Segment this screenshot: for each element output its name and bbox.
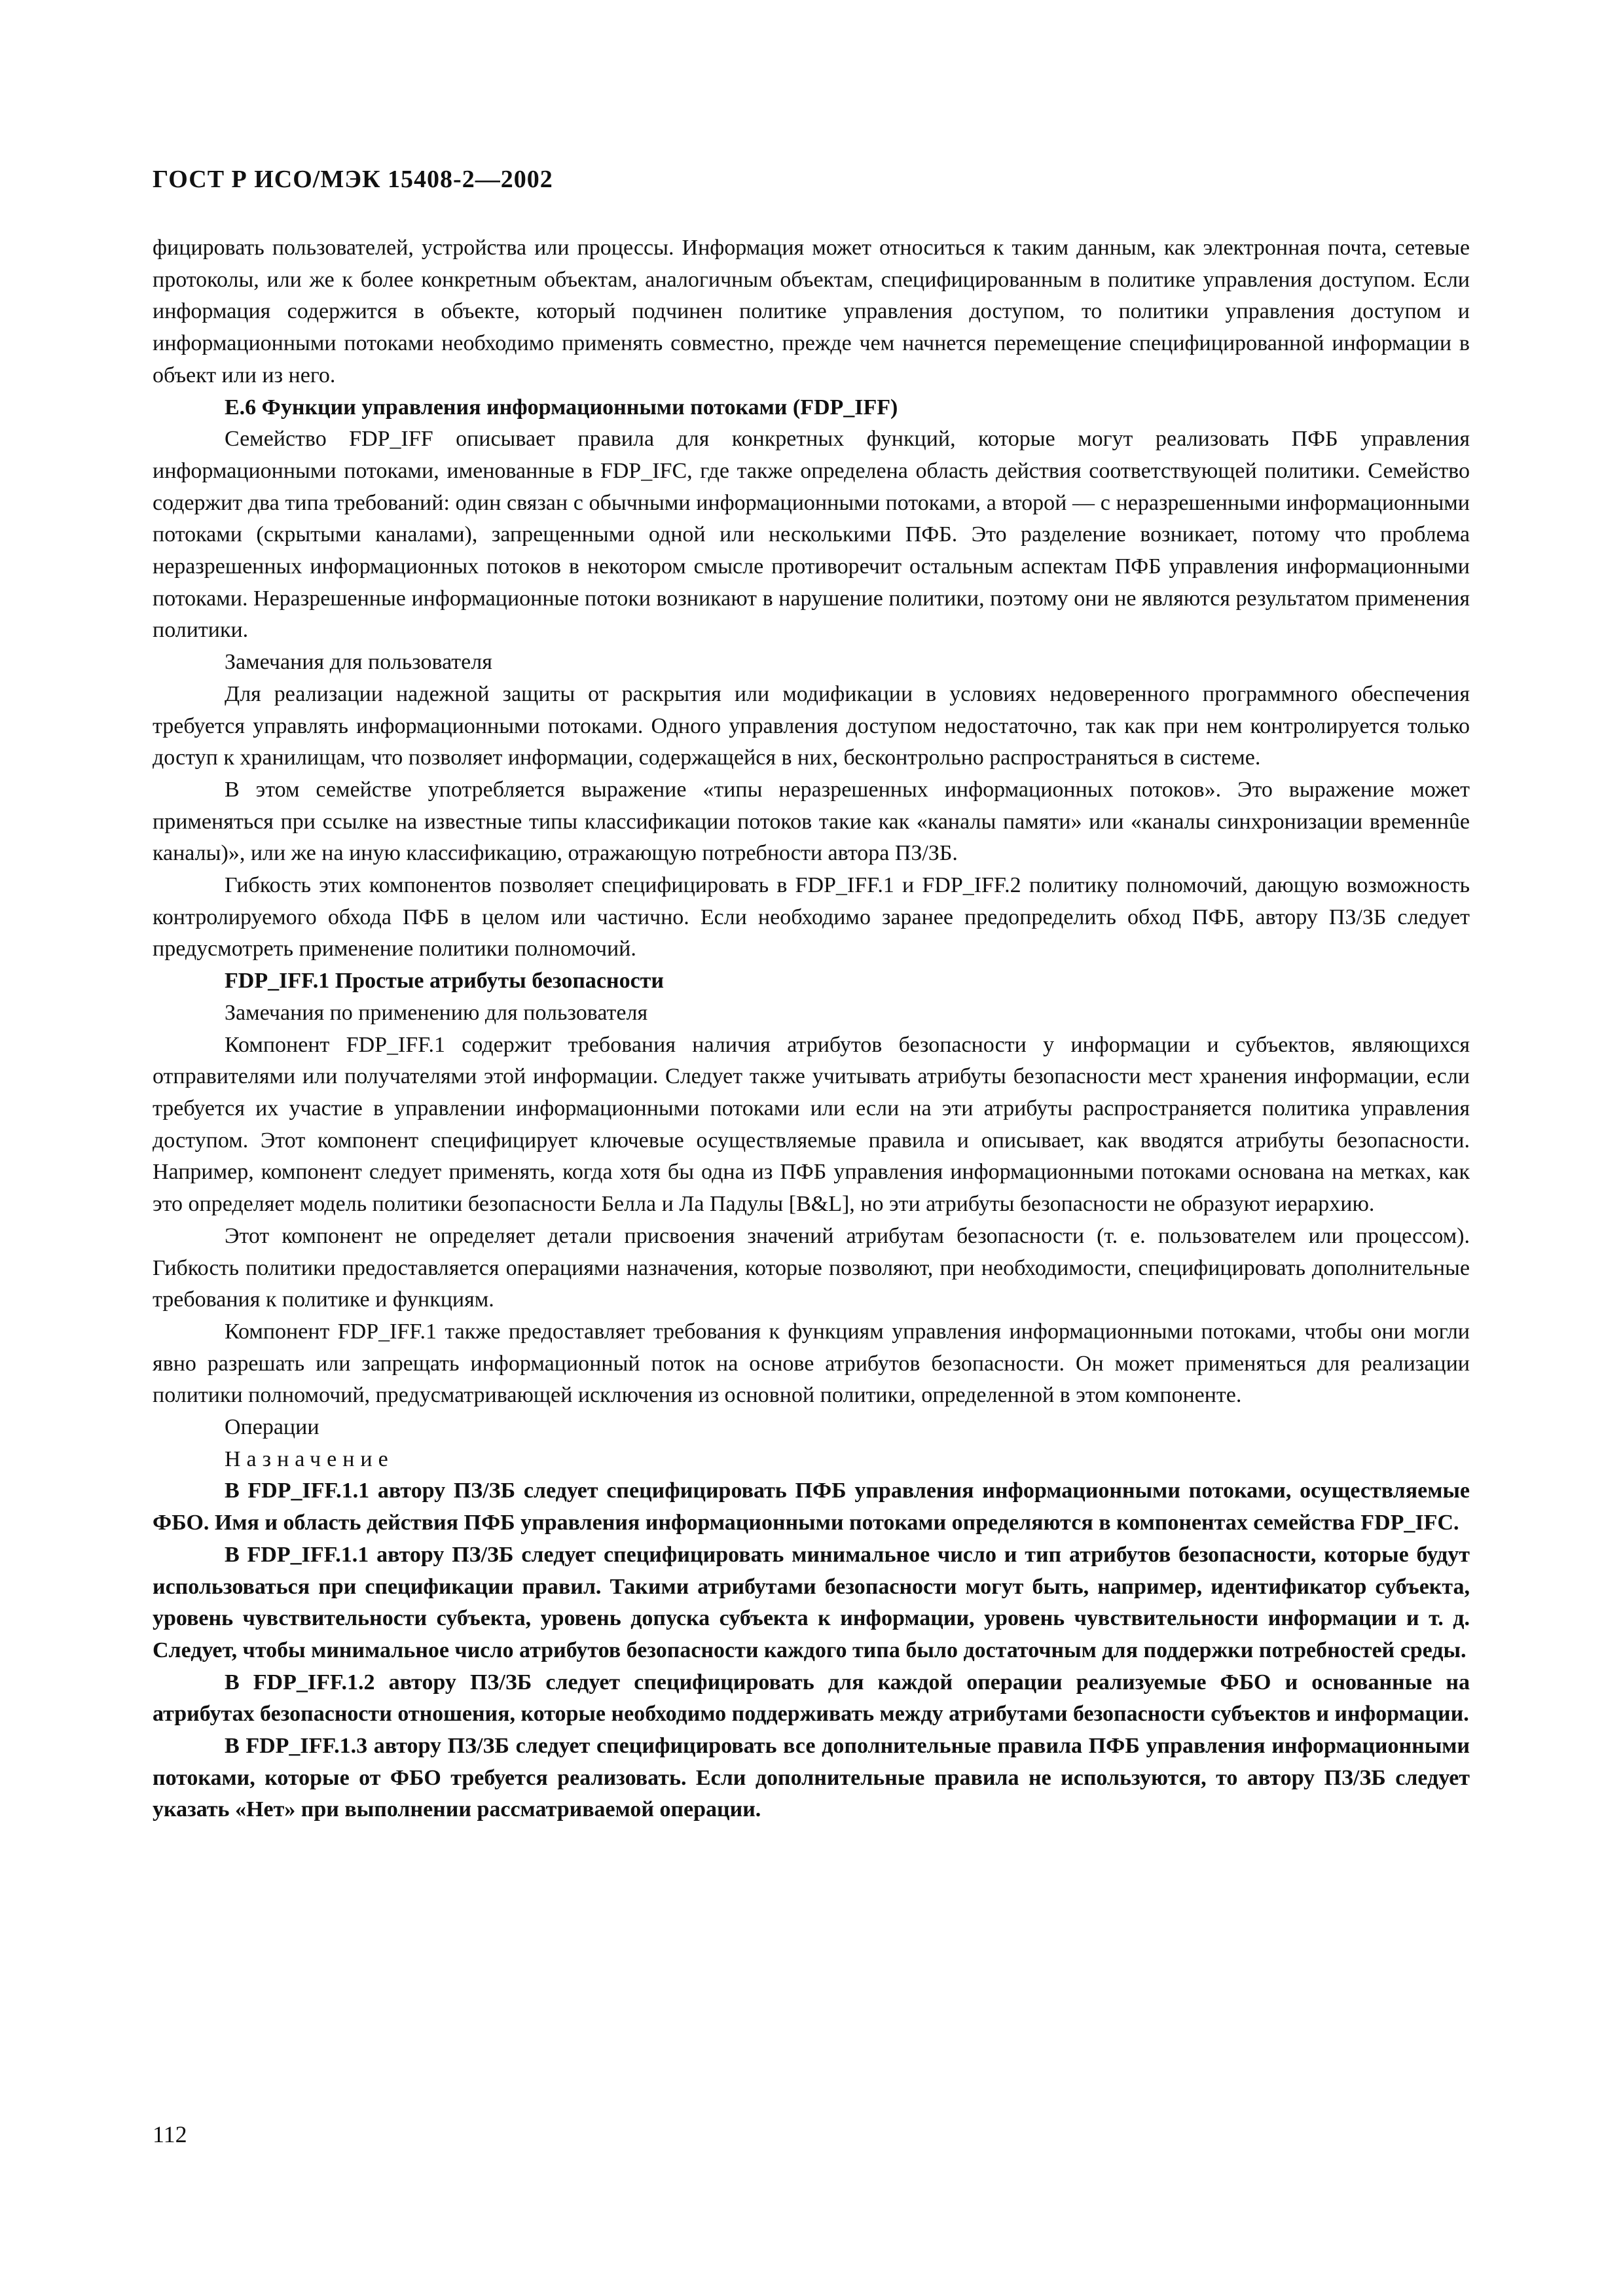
assignment-paragraph: В FDP_IFF.1.1 автору ПЗ/ЗБ следует специфицировать ПФБ управления информационными потоками, осуществляемые ФБО. Имя и область действия ПФБ управления информационными потоками определяются в компонентах семейства FDP_IFC. bbox=[153, 1479, 1470, 1535]
subheading-application-notes: Замечания по применению для пользователя bbox=[225, 1000, 648, 1025]
component-heading-fdp-iff-1: FDP_IFF.1 Простые атрибуты безопасности bbox=[225, 969, 664, 994]
document-header: ГОСТ Р ИСО/МЭК 15408-2—2002 bbox=[153, 166, 553, 193]
paragraph: Компонент FDP_IFF.1 также предоставляет требования к функциям управления информационными потоками, чтобы они могли явно разрешать или запрещать информационный поток на основе атрибутов безопасности. Он может применяться для реализации политики полномочий, предусматривающей исключения из основной политики, определенной в этом компоненте. bbox=[153, 1319, 1470, 1408]
subheading-assignment: Назначение bbox=[225, 1446, 394, 1471]
paragraph: В этом семействе употребляется выражение «типы неразрешенных информационных потоков». Это выражение может применяться при ссылке на известные типы классификации потоков такие как «каналы памяти» или «каналы синхронизации временнûе каналы)», или же на иную классификацию, отражающую потребности автора ПЗ/ЗБ. bbox=[153, 777, 1470, 866]
subheading-operations: Операции bbox=[225, 1415, 319, 1440]
assignment-paragraph: В FDP_IFF.1.3 автору ПЗ/ЗБ следует специфицировать все дополнительные правила ПФБ управления информационными потоками, которые от ФБО требуется реализовать. Если дополнительные правила не используются, то автору ПЗ/ЗБ следует указать «Нет» при выполнении рассматриваемой операции. bbox=[153, 1734, 1470, 1822]
paragraph: Семейство FDP_IFF описывает правила для конкретных функций, которые могут реализовать ПФБ управления информационными потоками, именованные в FDP_IFC, где также определена область действия соответствующей политики. Семейство содержит два типа требований: один связан с обычными информационными потоками, а второй — с неразрешенными информационными потоками (скрытыми каналами), запрещенными одной или несколькими ПФБ. Это разделение возникает, потому что проблема неразрешенных информационных потоков в некотором смысле противоречит остальным аспектам ПФБ управления информационными потоками. Неразрешенные информационные потоки возникают в нарушение политики, поэтому они не являются результатом применения политики. bbox=[153, 427, 1470, 643]
paragraph: Этот компонент не определяет детали присвоения значений атрибутам безопасности (т. е. пользователем или процессом). Гибкость политики предоставляется операциями назначения, которые позволяют, при необходимости, специфицировать дополнительные требования к политике и функциям. bbox=[153, 1223, 1470, 1312]
paragraph-continuation: фицировать пользователей, устройства или процессы. Информация может относиться к таким данным, как электронная почта, сетевые протоколы, или же к более конкретным объектам, аналогичным объектам, специфицированным в политике управления доступом. Если информация содержится в объекте, который подчинен политике управления доступом, то политики управления доступом и информационными потоками необходимо применять совместно, прежде чем начнется перемещение специфицированной информации в объект или из него. bbox=[153, 236, 1470, 387]
page-number: 112 bbox=[153, 2121, 187, 2147]
subheading-user-notes: Замечания для пользователя bbox=[225, 650, 492, 675]
paragraph: Для реализации надежной защиты от раскрытия или модификации в условиях недоверенного программного обеспечения требуется управлять информационными потоками. Одного управления доступом недостаточно, так как при нем контролируется только доступ к хранилищам, что позволяет информации, содержащейся в них, бесконтрольно распространяться в системе. bbox=[153, 681, 1470, 770]
assignment-paragraph: В FDP_IFF.1.2 автору ПЗ/ЗБ следует специфицировать для каждой операции реализуемые ФБО и основанные на атрибутах безопасности отношения, которые необходимо поддерживать между атрибутами безопасности субъектов и информации. bbox=[153, 1670, 1470, 1727]
paragraph: Компонент FDP_IFF.1 содержит требования наличия атрибутов безопасности у информации и субъектов, являющихся отправителями или получателями этой информации. Следует также учитывать атрибуты безопасности мест хранения информации, если требуется их участие в управлении информационными потоками или если на эти атрибуты распространяется политика управления доступом. Этот компонент специфицирует ключевые осуществляемые правила и описывает, как вводятся атрибуты безопасности. Например, компонент следует применять, когда хотя бы одна из ПФБ управления информационными потоками основана на метках, как это определяет модель политики безопасности Белла и Ла Падулы [B&L], но эти атрибуты безопасности не образуют иерархию. bbox=[153, 1032, 1470, 1217]
assignment-paragraph: В FDP_IFF.1.1 автору ПЗ/ЗБ следует специфицировать минимальное число и тип атрибутов безопасности, которые будут использоваться при спецификации правил. Такими атрибутами безопасности могут быть, например, идентификатор субъекта, уровень чувствительности субъекта, уровень допуска субъекта к информации, уровень чувствительности информации и т. д. Следует, чтобы минимальное число атрибутов безопасности каждого типа было достаточным для поддержки потребностей среды. bbox=[153, 1542, 1470, 1662]
document-body bbox=[153, 232, 1470, 1826]
section-heading-e6: Е.6 Функции управления информационными потоками (FDP_IFF) bbox=[225, 395, 898, 420]
paragraph: Гибкость этих компонентов позволяет специфицировать в FDP_IFF.1 и FDP_IFF.2 политику полномочий, дающую возможность контролируемого обхода ПФБ в целом или частично. Если необходимо заранее предопределить обход ПФБ, автору ПЗ/ЗБ следует предусмотреть применение политики полномочий. bbox=[153, 873, 1470, 961]
